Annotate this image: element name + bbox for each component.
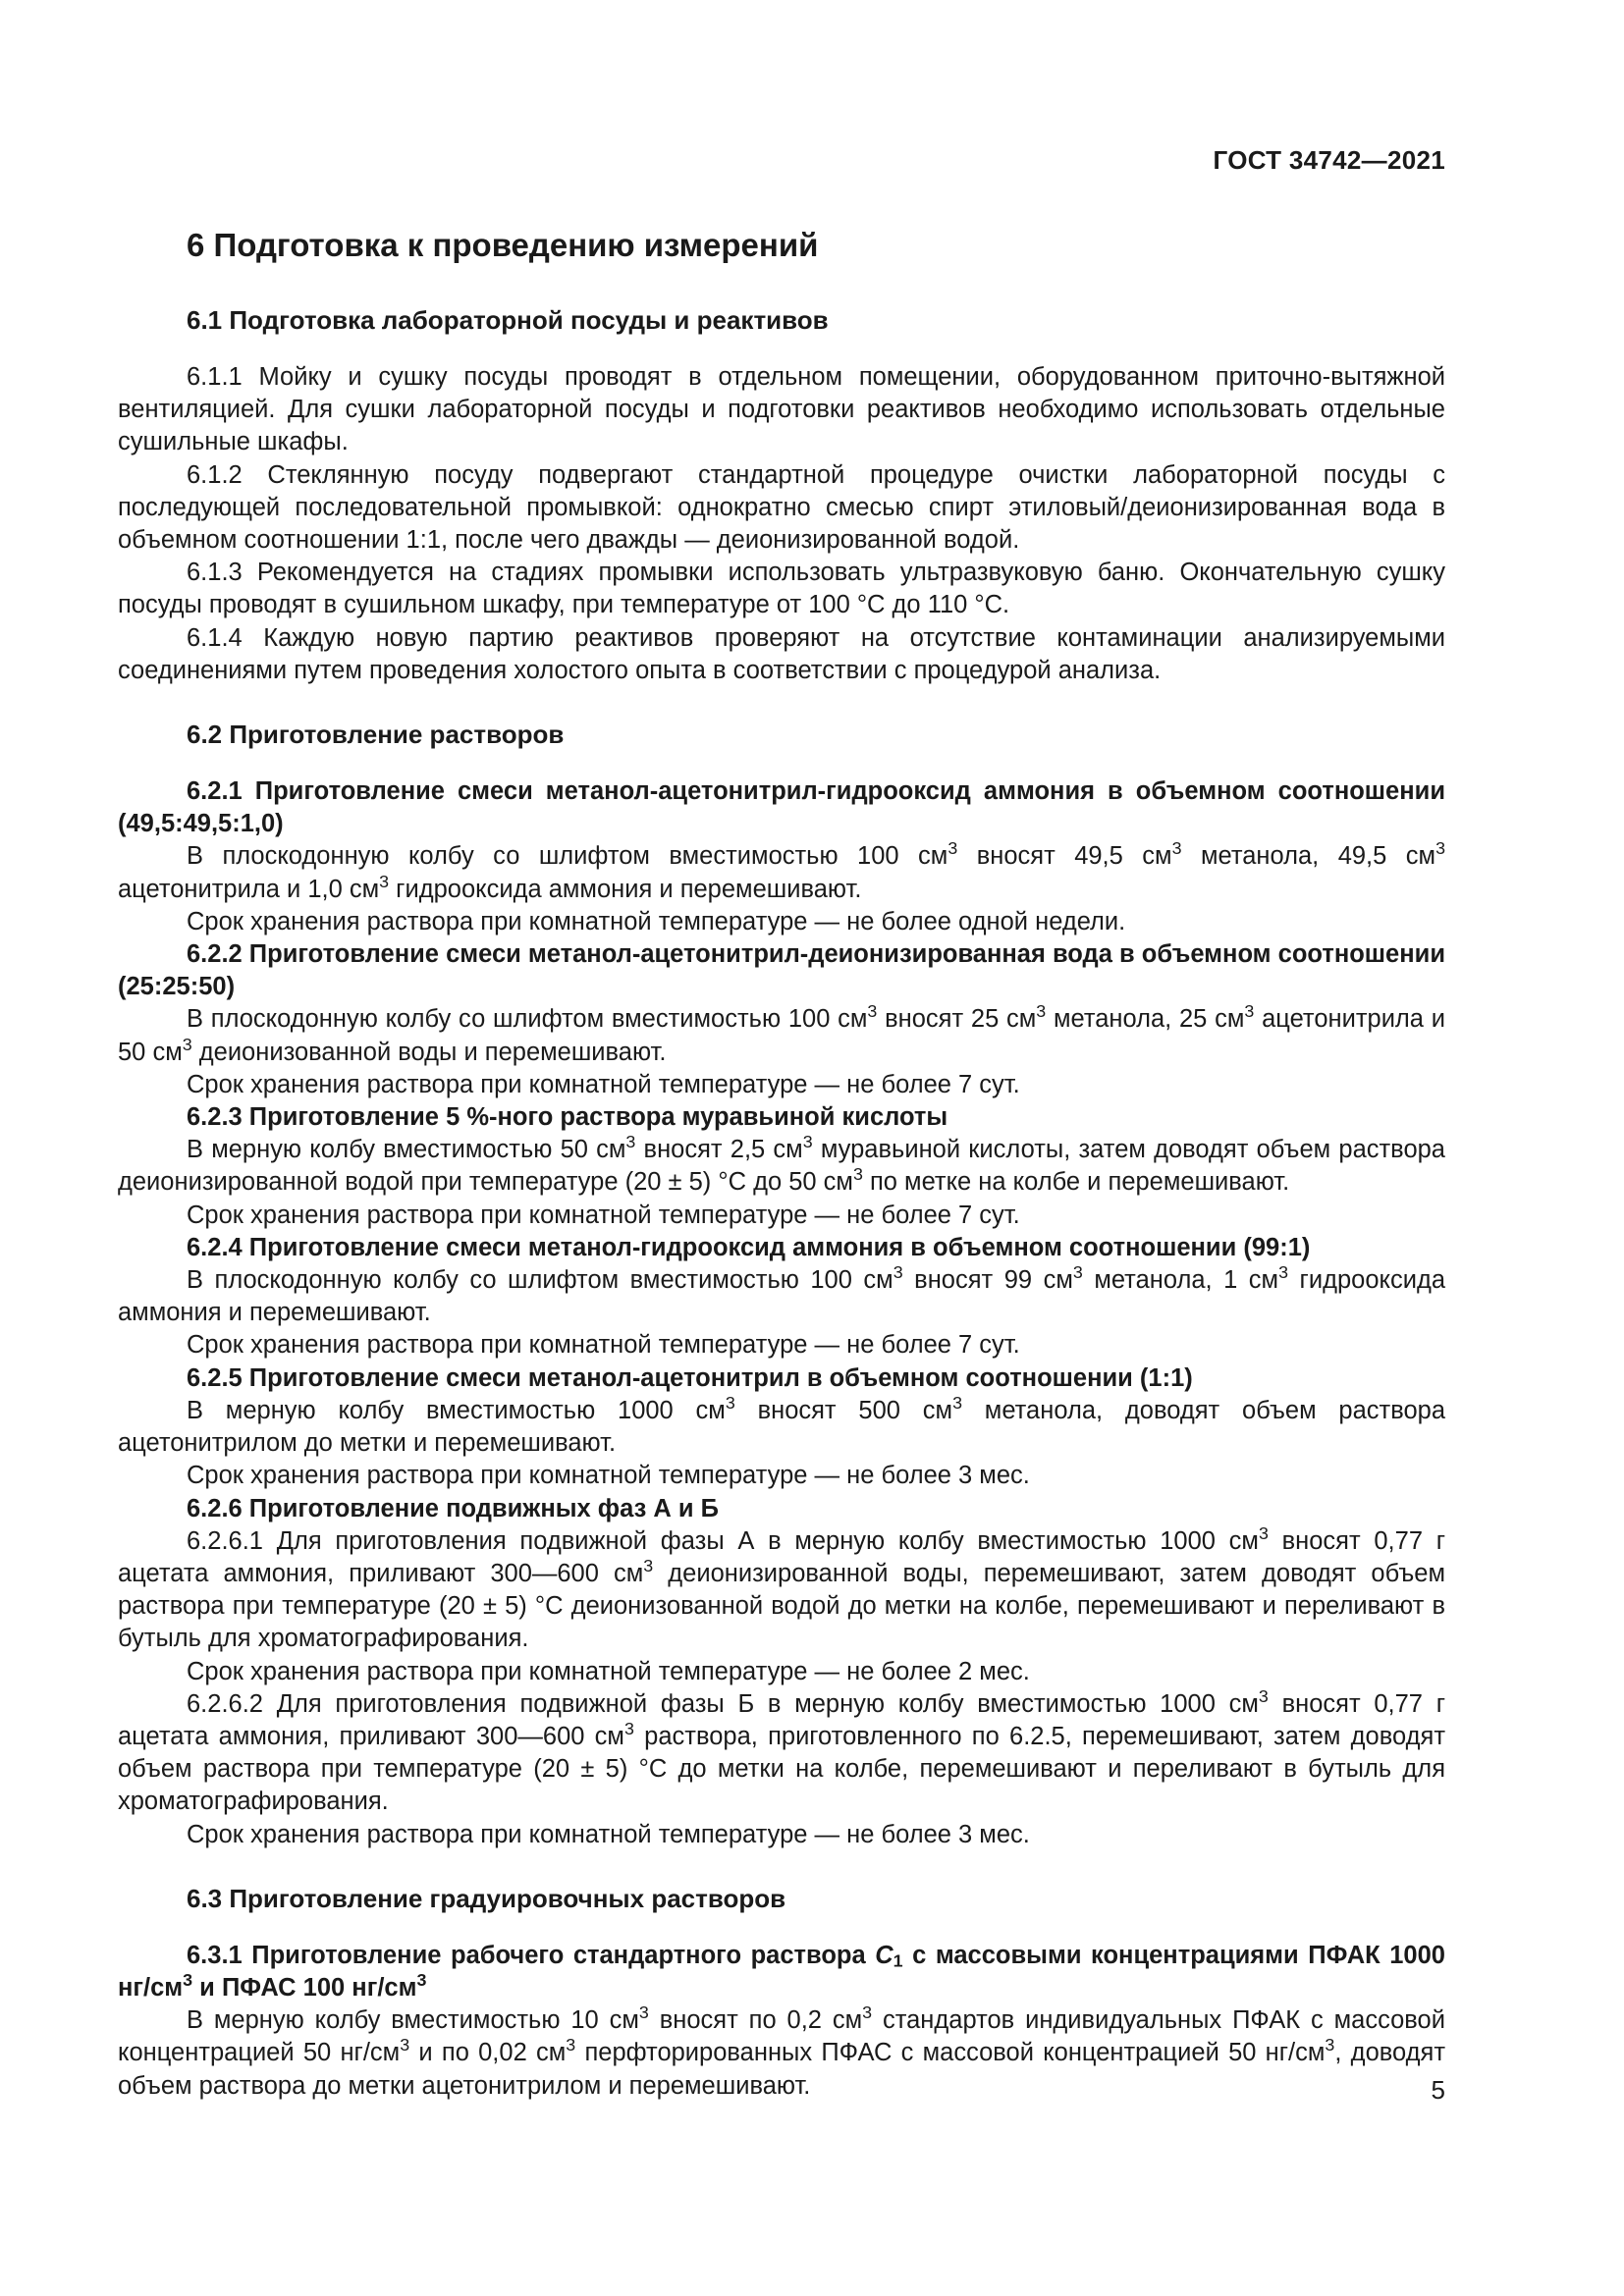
superscript-3: 3 <box>1278 1262 1289 1283</box>
superscript-3: 3 <box>947 838 958 859</box>
superscript-3: 3 <box>952 1393 962 1414</box>
superscript-3: 3 <box>182 1034 192 1054</box>
paragraph-6-2-3: В мерную колбу вместимостью 50 $см^3$ вносят 2,5 $см^3$ муравьиной кислоты, затем доводят объем раствора деионизированной водой при температуре (20 ± 5) °С до 50 $см^3$ по метке на колбе и перемешивают. <box>118 1132 1445 1197</box>
superscript-3: 3 <box>638 2002 649 2023</box>
paragraph-6-2-1: В плоскодонную колбу со шлифтом вместимостью 100 $см^3$ вносят 49,5 $см^3$ метанола, 49,5 $см^3$ ацетонитрила и 1,0 $см^3$ гидрооксида аммония и перемешивают. <box>118 838 1445 903</box>
section-6-1-title: 6.1 Подготовка лабораторной посуды и реактивов <box>187 305 829 335</box>
paragraph-6-1-1: 6.1.1 Мойку и сушку посуды проводят в отдельном помещении, оборудованном приточно-вытяжной вентиляцией. Для сушки лабораторной посуды и подготовки реактивов необходимо использовать отдельные сушильные шкафы. <box>118 363 1445 456</box>
paragraph-6-2-5: В мерную колбу вместимостью 1000 $см^3$ вносят 500 $см^3$ метанола, доводят объем раствора ацетонитрилом до метки и перемешивают. <box>118 1393 1445 1458</box>
superscript-3: 3 <box>625 1132 636 1152</box>
paragraph-6-3-1: В мерную колбу вместимостью 10 $см^3$ вносят по 0,2 $см^3$ стандартов индивидуальных ПФАК с массовой концентрацией 50 $нг/см^3$ и по 0,02 $см^3$ перфторированных ПФАС с массовой концентрацией 50 $нг/см^3$, доводят объем раствора до метки ацетонитрилом и перемешивают. <box>118 2002 1445 2100</box>
subsection-6-2-2-title: 6.2.2 Приготовление смеси метанол-ацетонитрил-деионизированная вода в объемном соотношении (25:25:50) <box>118 940 1445 1001</box>
superscript-3: 3 <box>643 1556 654 1576</box>
superscript-3: 3 <box>1244 1001 1255 1022</box>
section-6-2-title: 6.2 Приготовление растворов <box>187 720 565 750</box>
section-6-3-title: 6.3 Приготовление градуировочных растворов <box>187 1883 786 1913</box>
paragraph-6-2-4: В плоскодонную колбу со шлифтом вместимостью 100 $см^3$ вносят 99 $см^3$ метанола, 1 $см^3$ гидрооксида аммония и перемешивают. <box>118 1262 1446 1327</box>
paragraph-6-1-4: 6.1.4 Каждую новую партию реактивов проверяют на отсутствие контаминации анализируемыми соединениями путем проведения холостого опыта в соответствии с процедурой анализа. <box>118 623 1445 684</box>
superscript-3: 3 <box>802 1132 813 1152</box>
storage-6-2-3: Срок хранения раствора при комнатной температуре — не более 7 сут. <box>187 1201 1020 1229</box>
superscript-3: 3 <box>1258 1685 1269 1706</box>
superscript-3: 3 <box>1036 1001 1047 1022</box>
document-body <box>118 222 1445 2103</box>
superscript-3: 3 <box>1325 2035 1335 2056</box>
paragraph-6-2-6-2: 6.2.6.2 Для приготовления подвижной фазы Б в мерную колбу вместимостью 1000 $см^3$ вносят 0,77 г ацетата аммония, приливают 300—600 $см^3$ раствора, приготовленного по 6.2.5, перемешивают, затем доводят объем раствора при температуре (20 ± 5) °С до метки на колбе, перемешивают и переливают в бутыль для хроматографирования. <box>118 1685 1446 1816</box>
superscript-3: 3 <box>1072 1262 1083 1283</box>
superscript-3: 3 <box>566 2035 576 2056</box>
superscript-3: 3 <box>183 1970 193 1991</box>
variable-c: С <box>875 1941 893 1969</box>
superscript-3: 3 <box>379 871 390 891</box>
superscript-3: 3 <box>862 2002 873 2023</box>
page-number: 5 <box>1431 2075 1445 2105</box>
superscript-3: 3 <box>1258 1522 1269 1543</box>
paragraph-6-1-3: 6.1.3 Рекомендуется на стадиях промывки использовать ультразвуковую баню. Окончательную сушку посуды проводят в сушильном шкафу, при температуре от 100 °С до 110 °С. <box>118 559 1445 619</box>
superscript-3: 3 <box>1435 838 1445 859</box>
superscript-3: 3 <box>867 1001 878 1022</box>
storage-6-2-5: Срок хранения раствора при комнатной температуре — не более 3 мес. <box>187 1462 1030 1490</box>
subsection-6-2-4-title: 6.2.4 Приготовление смеси метанол-гидрооксид аммония в объемном соотношении (99:1) <box>187 1233 1311 1261</box>
subsection-6-2-6-title: 6.2.6 Приготовление подвижных фаз А и Б <box>187 1494 719 1522</box>
paragraph-6-1-2: 6.1.2 Стеклянную посуду подвергают стандартной процедуре очистки лабораторной посуды с последующей последовательной промывкой: однократно смесью спирт этиловый/деионизированная вода в объемном соотношении 1:1, после чего дважды — деионизированной водой. <box>118 460 1445 555</box>
subsection-6-2-5-title: 6.2.5 Приготовление смеси метанол-ацетонитрил в объемном соотношении (1:1) <box>187 1363 1193 1392</box>
document-header: ГОСТ 34742—2021 <box>1213 145 1445 175</box>
paragraph-6-2-6-1: 6.2.6.1 Для приготовления подвижной фазы А в мерную колбу вместимостью 1000 $см^3$ вносят 0,77 г ацетата аммония, приливают 300—600 $см^3$ деионизированной воды, перемешивают, затем доводят объем раствора при температуре (20 ± 5) °С деионизованной водой до метки на колбе, перемешивают и переливают в бутыль для хроматографирования. <box>118 1522 1446 1653</box>
storage-6-2-4: Срок хранения раствора при комнатной температуре — не более 7 сут. <box>187 1331 1020 1360</box>
subsection-6-2-1-title: 6.2.1 Приготовление смеси метанол-ацетонитрил-гидрооксид аммония в объемном соотношении (49,5:49,5:1,0) <box>118 777 1445 838</box>
superscript-3: 3 <box>725 1393 735 1414</box>
superscript-3: 3 <box>400 2035 410 2056</box>
superscript-3: 3 <box>623 1719 634 1739</box>
superscript-3: 3 <box>416 1970 427 1991</box>
paragraph-6-2-2: В плоскодонную колбу со шлифтом вместимостью 100 $см^3$ вносят 25 $см^3$ метанола, 25 $см^3$ ацетонитрила и 50 $см^3$ деионизованной воды и перемешивают. <box>118 1001 1445 1066</box>
storage-6-2-6-1: Срок хранения раствора при комнатной температуре — не более 2 мес. <box>187 1657 1030 1685</box>
subscript-1: 1 <box>893 1950 903 1971</box>
superscript-3: 3 <box>852 1164 863 1185</box>
superscript-3: 3 <box>893 1262 903 1283</box>
subsection-6-3-1-title: 6.3.1 Приготовление рабочего стандартного раствора $С_1$ с массовыми концентрациями ПФАК 1000 $нг/см^3$ и ПФАС 100 $нг/см^3$ <box>118 1941 1445 2002</box>
storage-6-2-1: Срок хранения раствора при комнатной температуре — не более одной недели. <box>187 907 1126 935</box>
subsection-6-2-3-title: 6.2.3 Приготовление 5 %-ного раствора муравьиной кислоты <box>187 1103 948 1132</box>
superscript-3: 3 <box>1171 838 1182 859</box>
section-6-title: 6 Подготовка к проведению измерений <box>187 227 819 263</box>
storage-6-2-6-2: Срок хранения раствора при комнатной температуре — не более 3 мес. <box>187 1820 1030 1848</box>
storage-6-2-2: Срок хранения раствора при комнатной температуре — не более 7 сут. <box>187 1070 1020 1098</box>
